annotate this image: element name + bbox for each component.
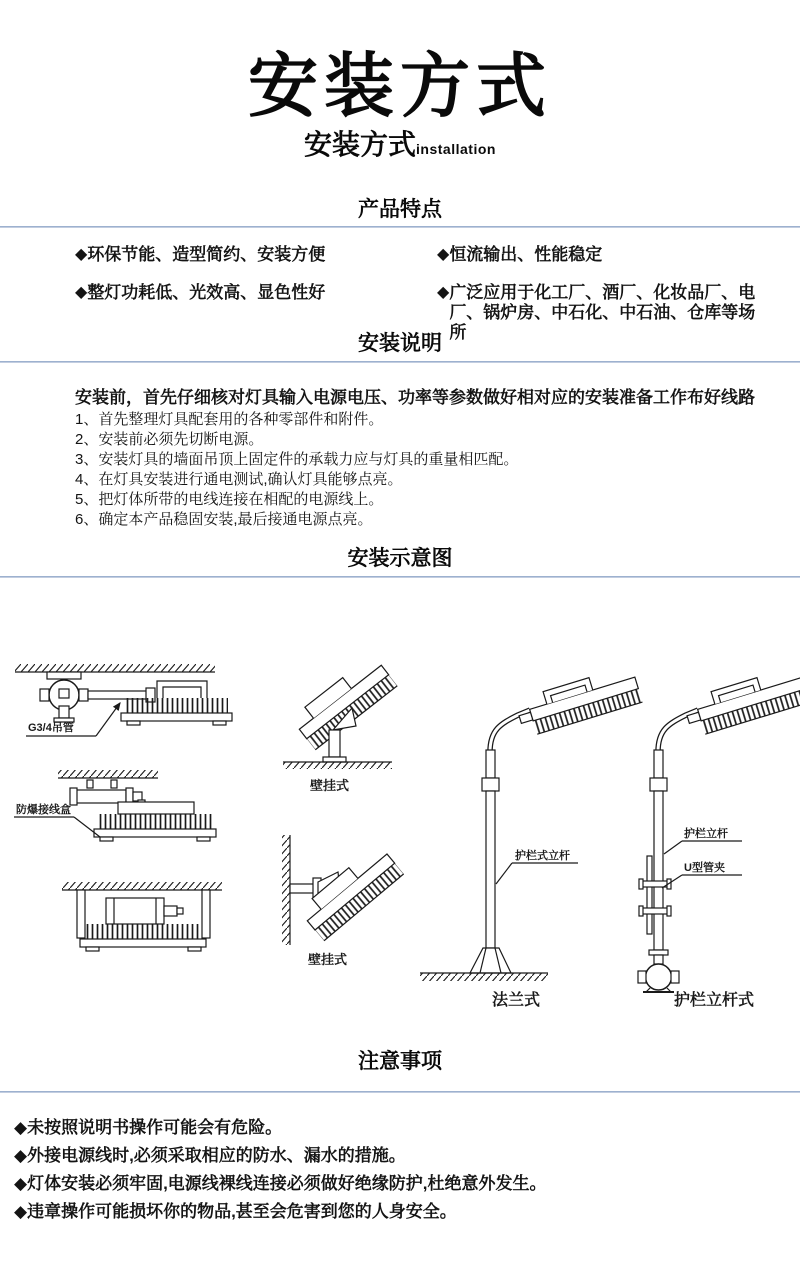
install-steps-list xyxy=(75,410,518,530)
note-item xyxy=(14,1198,784,1226)
diagram-ceiling-pendant-mount xyxy=(15,664,232,736)
install-intro-text: 安装前，首先仔细核对灯具输入电源电压、功率等参数做好相对应的安装准备工作布好线路 xyxy=(75,388,755,407)
section-divider xyxy=(0,576,800,578)
notes-list xyxy=(14,1114,784,1226)
diamond-bullet-icon: ◆ xyxy=(14,1174,28,1193)
features-heading: 产品特点 xyxy=(358,198,442,221)
subtitle-en: installation xyxy=(416,141,496,157)
note-text: 灯体安装必须牢固,电源线裸线连接必须做好绝缘防护,杜绝意外发生。 xyxy=(27,1174,547,1193)
diagram-label-wall-mount-2: 壁挂式 xyxy=(308,952,348,967)
feature-text: 整灯功耗低、光效高、显色性好 xyxy=(87,283,326,302)
installation-diagram xyxy=(0,600,800,1040)
diamond-bullet-icon: ◆ xyxy=(437,246,450,263)
note-text: 违章操作可能损坏你的物品,甚至会危害到您的人身安全。 xyxy=(27,1202,457,1221)
diagram-guardrail-pole-mount xyxy=(638,665,800,1009)
feature-text: 广泛应用于化工厂、酒厂、化妆品厂、电厂、锅炉房、中石化、中石油、仓库等场所 xyxy=(449,283,756,342)
subtitle-cn: 安装方式 xyxy=(304,129,417,160)
install-step: 1、首先整理灯具配套用的各种零部件和附件。 xyxy=(75,411,384,428)
diagram-heading: 安装示意图 xyxy=(347,547,453,570)
instructions-heading: 安装说明 xyxy=(358,332,442,355)
diagram-junction-box-mount xyxy=(14,770,216,841)
diagram-wall-bracket-mount xyxy=(282,835,404,967)
diamond-bullet-icon: ◆ xyxy=(14,1118,28,1137)
page-subtitle xyxy=(0,123,800,163)
note-item xyxy=(14,1142,784,1170)
diagram-tilt-stand-mount xyxy=(283,654,397,793)
diagram-label-flange-type: 法兰式 xyxy=(492,992,541,1009)
install-step: 3、安装灯具的墙面吊顶上固定件的承载力应与灯具的重量相匹配。 xyxy=(75,451,519,468)
diamond-bullet-icon: ◆ xyxy=(437,284,450,301)
diagram-recessed-mount xyxy=(62,882,222,951)
feature-text: 环保节能、造型简约、安装方便 xyxy=(87,245,326,264)
diagram-label-u-clamp: U型管夹 xyxy=(684,862,725,874)
page-title: 安装方式 xyxy=(248,47,552,125)
notes-heading: 注意事项 xyxy=(358,1050,442,1073)
diagram-label-wall-mount-1: 壁挂式 xyxy=(310,778,350,793)
diagram-flange-pole-mount xyxy=(420,665,642,1009)
note-text: 外接电源线时,必须采取相应的防水、漏水的措施。 xyxy=(27,1146,406,1165)
install-step: 2、安装前必须先切断电源。 xyxy=(75,431,264,448)
diamond-bullet-icon: ◆ xyxy=(14,1202,28,1221)
install-step: 5、把灯体所带的电线连接在相配的电源线上。 xyxy=(75,491,384,508)
diagram-label-flange-pole: 护栏式立杆 xyxy=(515,850,570,862)
diamond-bullet-icon: ◆ xyxy=(75,284,88,301)
diagram-label-rail-pole: 护栏立杆 xyxy=(684,828,728,840)
feature-item xyxy=(437,245,777,265)
feature-item xyxy=(75,245,415,265)
diagram-label-g34-pipe: G3/4吊管 xyxy=(28,722,74,734)
section-divider xyxy=(0,226,800,228)
install-step: 4、在灯具安装进行通电测试,确认灯具能够点亮。 xyxy=(75,471,403,488)
note-text: 未按照说明书操作可能会有危险。 xyxy=(27,1118,283,1137)
section-divider xyxy=(0,1091,800,1093)
note-item xyxy=(14,1170,784,1198)
diagram-label-rail-pole-type: 护栏立杆式 xyxy=(674,992,755,1009)
feature-text: 恒流输出、性能稳定 xyxy=(449,245,603,264)
diagram-label-junction-box: 防爆接线盒 xyxy=(16,804,71,816)
diamond-bullet-icon: ◆ xyxy=(14,1146,28,1165)
install-step: 6、确定本产品稳固安装,最后接通电源点亮。 xyxy=(75,511,373,528)
section-divider xyxy=(0,361,800,363)
feature-item xyxy=(75,283,415,303)
note-item xyxy=(14,1114,784,1142)
diamond-bullet-icon: ◆ xyxy=(75,246,88,263)
